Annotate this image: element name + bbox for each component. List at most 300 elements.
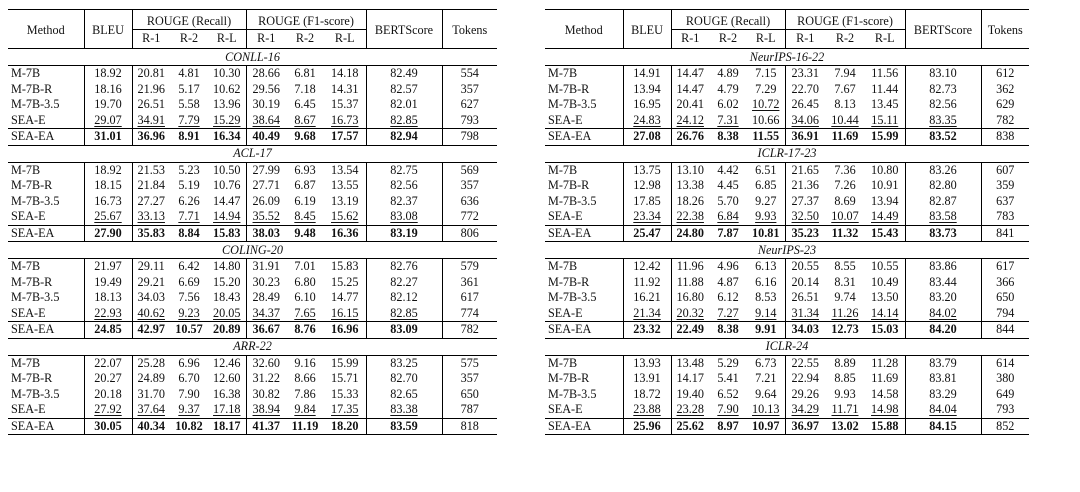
value-cell bbox=[825, 259, 865, 275]
value-cell bbox=[286, 355, 324, 371]
value-text: 8.76 bbox=[294, 322, 316, 337]
value-text: 29.07 bbox=[94, 112, 122, 127]
value-cell bbox=[623, 322, 671, 339]
section-header-row bbox=[545, 145, 1029, 162]
value-cell bbox=[246, 259, 286, 275]
value-cell bbox=[366, 418, 442, 435]
value-cell bbox=[366, 259, 442, 275]
value-text: 6.93 bbox=[294, 162, 316, 177]
value-cell bbox=[825, 371, 865, 387]
value-cell bbox=[286, 178, 324, 194]
value-cell bbox=[747, 322, 785, 339]
value-text: 21.34 bbox=[633, 305, 661, 320]
value-cell bbox=[132, 355, 170, 371]
rouge-f1-r1-header: R-1 bbox=[785, 30, 825, 49]
value-text: 21.84 bbox=[137, 178, 165, 193]
value-text: 8.69 bbox=[834, 193, 856, 208]
value-cell bbox=[246, 209, 286, 225]
value-text: 637 bbox=[996, 193, 1015, 208]
value-cell bbox=[442, 82, 497, 98]
value-text: 357 bbox=[460, 81, 479, 96]
value-text: 20.55 bbox=[791, 259, 819, 274]
value-text: 13.96 bbox=[213, 97, 241, 112]
value-text: 636 bbox=[460, 193, 479, 208]
value-text: 31.22 bbox=[252, 371, 280, 386]
value-cell bbox=[286, 97, 324, 113]
value-text: 27.08 bbox=[633, 129, 661, 144]
value-text: 21.65 bbox=[791, 162, 819, 177]
value-cell bbox=[324, 97, 366, 113]
value-text: 7.65 bbox=[294, 305, 316, 320]
value-cell bbox=[286, 322, 324, 339]
value-cell bbox=[785, 178, 825, 194]
value-text: 26.09 bbox=[252, 193, 280, 208]
value-text: 84.20 bbox=[929, 322, 957, 337]
value-text: 83.58 bbox=[929, 209, 957, 224]
value-cell bbox=[623, 306, 671, 322]
value-cell bbox=[132, 371, 170, 387]
method-cell: M-7B-R bbox=[548, 81, 590, 96]
method-cell: M-7B-R bbox=[548, 178, 590, 193]
value-text: 15.83 bbox=[331, 259, 359, 274]
results-table-right bbox=[545, 9, 1029, 435]
bertscore-header: BERTScore bbox=[905, 10, 981, 49]
value-text: 21.36 bbox=[791, 178, 819, 193]
value-text: 844 bbox=[996, 322, 1015, 337]
value-cell bbox=[208, 322, 246, 339]
value-cell bbox=[623, 387, 671, 403]
bertscore-header: BERTScore bbox=[366, 10, 442, 49]
value-text: 82.94 bbox=[390, 129, 418, 144]
value-cell bbox=[170, 129, 208, 146]
value-text: 7.31 bbox=[717, 112, 739, 127]
value-text: 83.79 bbox=[929, 355, 957, 370]
value-cell bbox=[208, 209, 246, 225]
value-text: 617 bbox=[996, 259, 1015, 274]
value-text: 82.80 bbox=[929, 178, 957, 193]
value-cell bbox=[709, 129, 747, 146]
value-cell bbox=[905, 290, 981, 306]
value-text: 13.94 bbox=[633, 81, 661, 96]
value-text: 33.13 bbox=[137, 209, 165, 224]
table-row bbox=[8, 418, 497, 435]
value-text: 8.84 bbox=[178, 225, 200, 240]
value-cell bbox=[747, 209, 785, 225]
value-text: 26.51 bbox=[791, 290, 819, 305]
value-text: 24.12 bbox=[676, 112, 704, 127]
value-cell bbox=[623, 97, 671, 113]
value-text: 575 bbox=[460, 355, 479, 370]
method-cell: M-7B bbox=[11, 162, 41, 177]
value-text: 579 bbox=[460, 259, 479, 274]
value-text: 29.56 bbox=[252, 81, 280, 96]
value-text: 27.99 bbox=[252, 162, 280, 177]
value-text: 38.94 bbox=[252, 402, 280, 417]
value-cell bbox=[442, 178, 497, 194]
value-text: 362 bbox=[996, 81, 1015, 96]
value-text: 23.34 bbox=[633, 209, 661, 224]
value-cell bbox=[709, 82, 747, 98]
value-text: 6.73 bbox=[755, 355, 777, 370]
value-cell bbox=[825, 322, 865, 339]
value-text: 5.70 bbox=[717, 193, 739, 208]
value-text: 7.15 bbox=[755, 66, 777, 81]
value-cell bbox=[981, 113, 1029, 129]
section-header-row bbox=[545, 242, 1029, 259]
table-row bbox=[545, 402, 1029, 418]
method-cell: SEA-EA bbox=[545, 418, 623, 435]
value-cell bbox=[366, 82, 442, 98]
value-text: 24.80 bbox=[676, 225, 704, 240]
value-cell bbox=[366, 113, 442, 129]
value-text: 4.79 bbox=[717, 81, 739, 96]
value-cell bbox=[246, 402, 286, 418]
value-cell bbox=[208, 275, 246, 291]
value-text: 21.97 bbox=[94, 259, 122, 274]
value-text: 7.90 bbox=[717, 402, 739, 417]
value-text: 16.80 bbox=[676, 290, 704, 305]
value-cell bbox=[442, 418, 497, 435]
value-text: 18.92 bbox=[94, 162, 122, 177]
value-cell bbox=[865, 371, 905, 387]
value-cell bbox=[825, 178, 865, 194]
value-text: 366 bbox=[996, 274, 1015, 289]
value-cell bbox=[324, 387, 366, 403]
value-cell bbox=[981, 290, 1029, 306]
value-cell bbox=[785, 129, 825, 146]
value-text: 19.49 bbox=[94, 274, 122, 289]
value-text: 24.89 bbox=[137, 371, 165, 386]
value-cell bbox=[170, 162, 208, 178]
value-cell bbox=[825, 387, 865, 403]
table-row bbox=[8, 129, 497, 146]
value-cell bbox=[366, 194, 442, 210]
value-cell bbox=[865, 113, 905, 129]
value-cell bbox=[366, 306, 442, 322]
value-cell bbox=[84, 97, 132, 113]
value-cell bbox=[905, 225, 981, 242]
value-text: 9.93 bbox=[834, 386, 856, 401]
value-text: 9.74 bbox=[834, 290, 856, 305]
value-text: 13.54 bbox=[331, 162, 359, 177]
value-cell bbox=[671, 290, 709, 306]
value-cell bbox=[623, 113, 671, 129]
value-cell bbox=[442, 129, 497, 146]
value-text: 6.69 bbox=[178, 274, 200, 289]
value-text: 15.99 bbox=[871, 129, 899, 144]
value-cell bbox=[84, 82, 132, 98]
value-text: 8.66 bbox=[294, 371, 316, 386]
value-cell bbox=[286, 194, 324, 210]
method-cell: M-7B bbox=[548, 66, 578, 81]
value-cell bbox=[709, 402, 747, 418]
value-text: 20.27 bbox=[94, 371, 122, 386]
value-cell bbox=[785, 418, 825, 435]
method-cell: M-7B-3.5 bbox=[11, 193, 60, 208]
value-cell bbox=[286, 306, 324, 322]
value-text: 783 bbox=[996, 209, 1015, 224]
value-cell bbox=[905, 322, 981, 339]
value-text: 16.15 bbox=[331, 305, 359, 320]
value-text: 83.52 bbox=[929, 129, 957, 144]
value-text: 627 bbox=[460, 97, 479, 112]
table-row bbox=[8, 259, 497, 275]
value-cell bbox=[623, 178, 671, 194]
value-cell bbox=[785, 306, 825, 322]
table-row bbox=[545, 82, 1029, 98]
value-cell bbox=[246, 66, 286, 82]
value-text: 7.36 bbox=[834, 162, 856, 177]
value-cell bbox=[84, 113, 132, 129]
rouge-recall-header: ROUGE (Recall) bbox=[132, 10, 246, 30]
value-cell bbox=[905, 371, 981, 387]
value-text: 17.57 bbox=[331, 129, 359, 144]
rouge-f1-rl-header: R-L bbox=[324, 30, 366, 49]
section-header-row bbox=[545, 49, 1029, 66]
value-cell bbox=[132, 66, 170, 82]
value-text: 23.32 bbox=[633, 322, 661, 337]
value-text: 30.23 bbox=[252, 274, 280, 289]
value-text: 41.37 bbox=[252, 418, 280, 433]
value-cell bbox=[324, 162, 366, 178]
value-cell bbox=[84, 66, 132, 82]
value-text: 10.49 bbox=[871, 274, 899, 289]
value-cell bbox=[84, 209, 132, 225]
value-cell bbox=[905, 129, 981, 146]
value-text: 82.65 bbox=[390, 386, 418, 401]
value-text: 13.48 bbox=[676, 355, 704, 370]
value-text: 11.19 bbox=[291, 418, 319, 433]
value-cell bbox=[623, 194, 671, 210]
value-text: 9.16 bbox=[294, 355, 316, 370]
table-row bbox=[545, 178, 1029, 194]
value-cell bbox=[366, 371, 442, 387]
table-row bbox=[8, 209, 497, 225]
value-cell bbox=[785, 162, 825, 178]
value-cell bbox=[170, 194, 208, 210]
value-text: 6.42 bbox=[178, 259, 200, 274]
value-text: 16.34 bbox=[213, 129, 241, 144]
method-cell: SEA-EA bbox=[8, 418, 84, 435]
value-text: 11.26 bbox=[831, 305, 859, 320]
value-cell bbox=[865, 355, 905, 371]
value-cell bbox=[747, 402, 785, 418]
value-cell bbox=[865, 322, 905, 339]
value-text: 22.70 bbox=[791, 81, 819, 96]
value-text: 82.37 bbox=[390, 193, 418, 208]
value-cell bbox=[84, 355, 132, 371]
value-text: 36.91 bbox=[791, 129, 819, 144]
value-text: 20.89 bbox=[213, 322, 241, 337]
section-header-row bbox=[8, 242, 497, 259]
value-text: 36.96 bbox=[137, 129, 165, 144]
method-cell: M-7B-R bbox=[548, 371, 590, 386]
value-text: 17.85 bbox=[633, 193, 661, 208]
value-text: 9.48 bbox=[294, 225, 316, 240]
value-cell bbox=[747, 290, 785, 306]
value-text: 14.17 bbox=[676, 371, 704, 386]
value-cell bbox=[623, 402, 671, 418]
value-cell bbox=[442, 225, 497, 242]
value-cell bbox=[623, 225, 671, 242]
value-text: 357 bbox=[460, 178, 479, 193]
value-cell bbox=[747, 113, 785, 129]
value-cell bbox=[246, 194, 286, 210]
value-cell bbox=[324, 209, 366, 225]
value-text: 7.29 bbox=[755, 81, 777, 96]
method-cell: SEA-EA bbox=[8, 129, 84, 146]
value-cell bbox=[865, 387, 905, 403]
value-text: 841 bbox=[996, 225, 1015, 240]
rouge-f1-r2-header: R-2 bbox=[825, 30, 865, 49]
value-cell bbox=[905, 306, 981, 322]
value-text: 37.64 bbox=[137, 402, 165, 417]
value-cell bbox=[623, 259, 671, 275]
value-cell bbox=[671, 129, 709, 146]
value-cell bbox=[671, 402, 709, 418]
value-text: 8.89 bbox=[834, 355, 856, 370]
value-cell bbox=[366, 225, 442, 242]
value-cell bbox=[442, 194, 497, 210]
value-cell bbox=[865, 418, 905, 435]
value-text: 83.20 bbox=[929, 290, 957, 305]
value-cell bbox=[905, 209, 981, 225]
table-row bbox=[8, 275, 497, 291]
value-text: 15.62 bbox=[331, 209, 359, 224]
value-text: 40.49 bbox=[252, 129, 280, 144]
table-row bbox=[8, 322, 497, 339]
value-text: 82.87 bbox=[929, 193, 957, 208]
value-cell bbox=[246, 129, 286, 146]
value-cell bbox=[366, 97, 442, 113]
value-text: 27.71 bbox=[252, 178, 280, 193]
value-cell bbox=[170, 178, 208, 194]
value-text: 793 bbox=[460, 112, 479, 127]
value-cell bbox=[981, 355, 1029, 371]
method-cell: SEA-EA bbox=[545, 225, 623, 242]
value-cell bbox=[825, 82, 865, 98]
method-cell: M-7B-3.5 bbox=[11, 97, 60, 112]
table-row bbox=[545, 275, 1029, 291]
value-text: 83.59 bbox=[390, 418, 418, 433]
value-cell bbox=[905, 259, 981, 275]
value-text: 20.81 bbox=[137, 66, 165, 81]
value-cell bbox=[747, 129, 785, 146]
value-text: 10.80 bbox=[871, 162, 899, 177]
method-cell: M-7B-3.5 bbox=[11, 386, 60, 401]
value-cell bbox=[324, 178, 366, 194]
value-text: 9.68 bbox=[294, 129, 316, 144]
value-cell bbox=[709, 113, 747, 129]
value-cell bbox=[442, 259, 497, 275]
value-cell bbox=[208, 387, 246, 403]
value-text: 21.96 bbox=[137, 81, 165, 96]
value-cell bbox=[709, 290, 747, 306]
value-text: 10.57 bbox=[175, 322, 203, 337]
value-text: 7.18 bbox=[294, 81, 316, 96]
value-cell bbox=[709, 225, 747, 242]
value-cell bbox=[208, 162, 246, 178]
value-text: 83.81 bbox=[929, 371, 957, 386]
value-text: 34.06 bbox=[791, 112, 819, 127]
value-text: 12.42 bbox=[633, 259, 661, 274]
value-text: 23.31 bbox=[791, 66, 819, 81]
value-text: 83.09 bbox=[390, 322, 418, 337]
value-text: 14.58 bbox=[871, 386, 899, 401]
value-cell bbox=[671, 82, 709, 98]
table-row bbox=[8, 66, 497, 82]
value-text: 34.29 bbox=[791, 402, 819, 417]
value-text: 13.75 bbox=[633, 162, 661, 177]
value-cell bbox=[671, 209, 709, 225]
value-cell bbox=[208, 355, 246, 371]
value-text: 8.55 bbox=[834, 259, 856, 274]
value-cell bbox=[709, 387, 747, 403]
value-text: 34.91 bbox=[137, 112, 165, 127]
method-cell: M-7B-R bbox=[548, 274, 590, 289]
value-cell bbox=[84, 371, 132, 387]
value-cell bbox=[84, 418, 132, 435]
value-text: 31.70 bbox=[137, 386, 165, 401]
value-cell bbox=[865, 194, 905, 210]
value-text: 10.55 bbox=[871, 259, 899, 274]
value-text: 25.62 bbox=[676, 418, 704, 433]
value-cell bbox=[84, 129, 132, 146]
value-cell bbox=[865, 225, 905, 242]
method-cell: SEA-E bbox=[548, 402, 583, 417]
value-cell bbox=[324, 66, 366, 82]
value-text: 838 bbox=[996, 129, 1015, 144]
value-text: 10.50 bbox=[213, 162, 241, 177]
value-text: 22.93 bbox=[94, 305, 122, 320]
value-text: 9.93 bbox=[755, 209, 777, 224]
value-text: 14.49 bbox=[871, 209, 899, 224]
value-cell bbox=[442, 113, 497, 129]
method-cell: SEA-E bbox=[548, 305, 583, 320]
value-text: 5.23 bbox=[178, 162, 200, 177]
value-text: 83.38 bbox=[390, 402, 418, 417]
value-text: 13.19 bbox=[331, 193, 359, 208]
value-text: 35.52 bbox=[252, 209, 280, 224]
value-text: 13.45 bbox=[871, 97, 899, 112]
method-cell: SEA-E bbox=[11, 402, 46, 417]
rouge-f1-header: ROUGE (F1-score) bbox=[246, 10, 366, 30]
table-row bbox=[8, 387, 497, 403]
method-cell: SEA-E bbox=[11, 305, 46, 320]
value-cell bbox=[366, 129, 442, 146]
value-cell bbox=[785, 225, 825, 242]
value-cell bbox=[208, 402, 246, 418]
value-text: 20.32 bbox=[676, 305, 704, 320]
value-text: 15.29 bbox=[213, 112, 241, 127]
value-cell bbox=[208, 290, 246, 306]
value-text: 11.69 bbox=[831, 129, 859, 144]
table-row bbox=[545, 225, 1029, 242]
value-cell bbox=[747, 97, 785, 113]
value-text: 18.92 bbox=[94, 66, 122, 81]
value-cell bbox=[132, 306, 170, 322]
value-cell bbox=[905, 97, 981, 113]
value-text: 32.60 bbox=[252, 355, 280, 370]
value-cell bbox=[442, 387, 497, 403]
value-text: 6.84 bbox=[717, 209, 739, 224]
value-text: 26.45 bbox=[791, 97, 819, 112]
value-cell bbox=[825, 97, 865, 113]
rouge-f1-r1-header: R-1 bbox=[246, 30, 286, 49]
value-text: 20.05 bbox=[213, 305, 241, 320]
value-text: 8.45 bbox=[294, 209, 316, 224]
method-cell: M-7B-R bbox=[11, 178, 53, 193]
